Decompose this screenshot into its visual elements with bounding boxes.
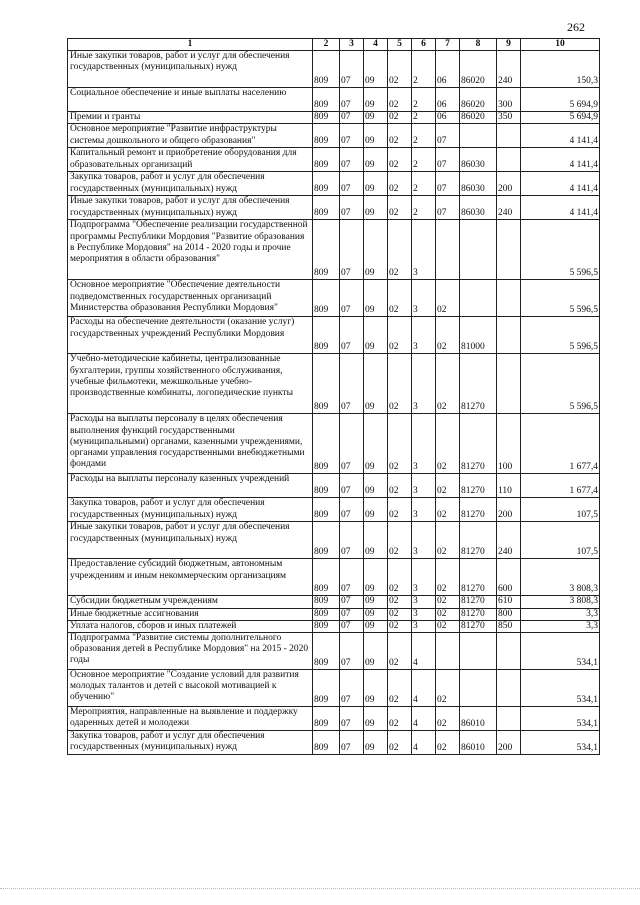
code-cell-c6: 3 [412, 220, 436, 280]
code-cell-c9: 200 [497, 731, 521, 755]
table-row [68, 670, 600, 707]
code-cell-c6: 3 [412, 608, 436, 620]
expense-name-cell: Премии и гранты [68, 112, 313, 124]
code-cell-c9 [497, 633, 521, 670]
table-row [68, 124, 600, 148]
expense-name-cell: Основное мероприятие "Создание условий для развития молодых талантов и детей с высокой мотивацией к обучению" [68, 670, 313, 707]
code-cell-c8: 81270 [460, 474, 497, 498]
code-cell-c4: 09 [364, 88, 388, 112]
code-cell-c6: 2 [412, 196, 436, 220]
amount-cell: 534,1 [521, 731, 600, 755]
code-cell-c5: 02 [388, 596, 412, 608]
code-cell-c5: 02 [388, 731, 412, 755]
code-cell-c9: 110 [497, 474, 521, 498]
code-cell-c3: 07 [340, 731, 364, 755]
code-cell-c2: 809 [313, 608, 340, 620]
table-row [68, 354, 600, 414]
code-cell-c8: 81000 [460, 317, 497, 354]
code-cell-c9: 600 [497, 559, 521, 596]
code-cell-c3: 07 [340, 596, 364, 608]
code-cell-c2: 809 [313, 88, 340, 112]
budget-table [67, 38, 600, 755]
code-cell-c9 [497, 317, 521, 354]
code-cell-c6: 3 [412, 317, 436, 354]
code-cell-c2: 809 [313, 354, 340, 414]
code-cell-c5: 02 [388, 172, 412, 196]
code-cell-c9 [497, 280, 521, 317]
code-cell-c9 [497, 220, 521, 280]
code-cell-c3: 07 [340, 280, 364, 317]
code-cell-c7: 02 [436, 707, 460, 731]
amount-cell: 150,3 [521, 51, 600, 88]
code-cell-c5: 02 [388, 51, 412, 88]
expense-name-cell: Закупка товаров, работ и услуг для обеспечения государственных (муниципальных) нужд [68, 731, 313, 755]
code-cell-c3: 07 [340, 51, 364, 88]
table-row [68, 522, 600, 559]
column-header: 1 [68, 39, 313, 51]
code-cell-c7 [436, 220, 460, 280]
code-cell-c9: 200 [497, 172, 521, 196]
expense-name-cell: Закупка товаров, работ и услуг для обеспечения государственных (муниципальных) нужд [68, 498, 313, 522]
code-cell-c9: 240 [497, 196, 521, 220]
code-cell-c7: 07 [436, 148, 460, 172]
code-cell-c8: 81270 [460, 354, 497, 414]
table-row [68, 414, 600, 474]
code-cell-c7: 06 [436, 112, 460, 124]
column-header: 6 [412, 39, 436, 51]
code-cell-c2: 809 [313, 280, 340, 317]
table-row [68, 731, 600, 755]
code-cell-c7: 06 [436, 88, 460, 112]
code-cell-c2: 809 [313, 522, 340, 559]
page-number: 262 [567, 20, 585, 34]
amount-cell: 4 141,4 [521, 172, 600, 196]
code-cell-c2: 809 [313, 51, 340, 88]
code-cell-c5: 02 [388, 88, 412, 112]
code-cell-c8 [460, 633, 497, 670]
code-cell-c3: 07 [340, 148, 364, 172]
expense-name-cell: Расходы на обеспечение деятельности (оказание услуг) государственных учреждений Республики Мордовия [68, 317, 313, 354]
code-cell-c9: 350 [497, 112, 521, 124]
code-cell-c9: 850 [497, 620, 521, 632]
column-header: 8 [460, 39, 497, 51]
amount-cell: 4 141,4 [521, 148, 600, 172]
code-cell-c5: 02 [388, 280, 412, 317]
code-cell-c6: 3 [412, 596, 436, 608]
code-cell-c4: 09 [364, 474, 388, 498]
code-cell-c9: 200 [497, 498, 521, 522]
code-cell-c8 [460, 124, 497, 148]
code-cell-c2: 809 [313, 633, 340, 670]
code-cell-c3: 07 [340, 354, 364, 414]
code-cell-c3: 07 [340, 172, 364, 196]
amount-cell: 3,3 [521, 620, 600, 632]
code-cell-c8: 86010 [460, 707, 497, 731]
code-cell-c7: 02 [436, 620, 460, 632]
code-cell-c8: 86020 [460, 51, 497, 88]
table-row [68, 112, 600, 124]
table-row [68, 196, 600, 220]
amount-cell: 3 808,3 [521, 559, 600, 596]
code-cell-c9: 240 [497, 522, 521, 559]
code-cell-c2: 809 [313, 172, 340, 196]
code-cell-c5: 02 [388, 414, 412, 474]
table-row [68, 620, 600, 632]
code-cell-c8 [460, 220, 497, 280]
code-cell-c4: 09 [364, 608, 388, 620]
code-cell-c6: 3 [412, 474, 436, 498]
code-cell-c4: 09 [364, 280, 388, 317]
code-cell-c6: 3 [412, 620, 436, 632]
code-cell-c8: 81270 [460, 414, 497, 474]
column-header: 9 [497, 39, 521, 51]
code-cell-c4: 09 [364, 354, 388, 414]
code-cell-c7: 02 [436, 498, 460, 522]
code-cell-c6: 4 [412, 731, 436, 755]
table-row [68, 559, 600, 596]
code-cell-c8 [460, 670, 497, 707]
code-cell-c6: 4 [412, 707, 436, 731]
code-cell-c6: 3 [412, 522, 436, 559]
code-cell-c4: 09 [364, 196, 388, 220]
expense-name-cell: Социальное обеспечение и иные выплаты населению [68, 88, 313, 112]
code-cell-c6: 3 [412, 559, 436, 596]
code-cell-c4: 09 [364, 522, 388, 559]
code-cell-c7: 02 [436, 608, 460, 620]
code-cell-c6: 2 [412, 51, 436, 88]
amount-cell: 5 694,9 [521, 88, 600, 112]
code-cell-c4: 09 [364, 633, 388, 670]
expense-name-cell: Предоставление субсидий бюджетным, автономным учреждениям и иным некоммерческим организациям [68, 559, 313, 596]
code-cell-c4: 09 [364, 414, 388, 474]
table-row [68, 88, 600, 112]
code-cell-c2: 809 [313, 112, 340, 124]
code-cell-c2: 809 [313, 317, 340, 354]
code-cell-c6: 3 [412, 354, 436, 414]
code-cell-c9: 800 [497, 608, 521, 620]
code-cell-c3: 07 [340, 559, 364, 596]
code-cell-c3: 07 [340, 88, 364, 112]
code-cell-c9 [497, 670, 521, 707]
code-cell-c5: 02 [388, 522, 412, 559]
code-cell-c2: 809 [313, 474, 340, 498]
expense-name-cell: Подпрограмма "Развитие системы дополнительного образования детей в Республике Мордовия" на 2015 - 2020 годы [68, 633, 313, 670]
code-cell-c8: 81270 [460, 559, 497, 596]
header-row [68, 39, 600, 51]
code-cell-c4: 09 [364, 670, 388, 707]
code-cell-c5: 02 [388, 112, 412, 124]
expense-name-cell: Основное мероприятие "Развитие инфраструктуры системы дошкольного и общего образования" [68, 124, 313, 148]
expense-name-cell: Субсидии бюджетным учреждениям [68, 596, 313, 608]
amount-cell: 1 677,4 [521, 414, 600, 474]
table-row [68, 633, 600, 670]
amount-cell: 5 694,9 [521, 112, 600, 124]
code-cell-c7: 02 [436, 317, 460, 354]
code-cell-c4: 09 [364, 51, 388, 88]
code-cell-c7: 07 [436, 196, 460, 220]
code-cell-c3: 07 [340, 317, 364, 354]
code-cell-c7 [436, 633, 460, 670]
expense-name-cell: Подпрограмма "Обеспечение реализации государственной программы Республики Мордовия "Развитие образования в Республике Мордовия" на 2014 - 2020 годы и прочие мероприятия в области образования" [68, 220, 313, 280]
code-cell-c4: 09 [364, 498, 388, 522]
code-cell-c8: 81270 [460, 522, 497, 559]
table-row [68, 498, 600, 522]
amount-cell: 3,3 [521, 608, 600, 620]
code-cell-c7: 02 [436, 596, 460, 608]
code-cell-c8: 86030 [460, 148, 497, 172]
code-cell-c9 [497, 148, 521, 172]
code-cell-c2: 809 [313, 670, 340, 707]
code-cell-c7: 02 [436, 559, 460, 596]
code-cell-c9 [497, 124, 521, 148]
code-cell-c7: 02 [436, 280, 460, 317]
code-cell-c3: 07 [340, 620, 364, 632]
amount-cell: 5 596,5 [521, 220, 600, 280]
expense-name-cell: Иные бюджетные ассигнования [68, 608, 313, 620]
expense-name-cell: Закупка товаров, работ и услуг для обеспечения государственных (муниципальных) нужд [68, 172, 313, 196]
code-cell-c9 [497, 354, 521, 414]
code-cell-c6: 3 [412, 498, 436, 522]
expense-name-cell: Расходы на выплаты персоналу в целях обеспечения выполнения функций государственными (муниципальными) органами, казенными учреждениями, органами управления государственными внебюджетными фондами [68, 414, 313, 474]
code-cell-c4: 09 [364, 220, 388, 280]
code-cell-c7: 07 [436, 172, 460, 196]
code-cell-c6: 4 [412, 670, 436, 707]
amount-cell: 5 596,5 [521, 280, 600, 317]
code-cell-c8: 86030 [460, 196, 497, 220]
code-cell-c9: 610 [497, 596, 521, 608]
code-cell-c4: 09 [364, 172, 388, 196]
code-cell-c3: 07 [340, 608, 364, 620]
column-header: 7 [436, 39, 460, 51]
code-cell-c9 [497, 707, 521, 731]
code-cell-c7: 02 [436, 354, 460, 414]
table-row [68, 317, 600, 354]
code-cell-c3: 07 [340, 112, 364, 124]
column-header: 4 [364, 39, 388, 51]
amount-cell: 5 596,5 [521, 317, 600, 354]
code-cell-c7: 02 [436, 670, 460, 707]
code-cell-c5: 02 [388, 124, 412, 148]
expense-name-cell: Иные закупки товаров, работ и услуг для обеспечения государственных (муниципальных) нужд [68, 522, 313, 559]
table-row [68, 474, 600, 498]
code-cell-c2: 809 [313, 196, 340, 220]
amount-cell: 534,1 [521, 707, 600, 731]
code-cell-c2: 809 [313, 559, 340, 596]
code-cell-c6: 4 [412, 633, 436, 670]
code-cell-c2: 809 [313, 596, 340, 608]
expense-name-cell: Мероприятия, направленные на выявление и поддержку одаренных детей и молодежи [68, 707, 313, 731]
code-cell-c4: 09 [364, 148, 388, 172]
code-cell-c6: 2 [412, 148, 436, 172]
code-cell-c5: 02 [388, 220, 412, 280]
code-cell-c2: 809 [313, 731, 340, 755]
expense-name-cell: Учебно-методические кабинеты, централизованные бухгалтерии, группы хозяйственного обслуживания, учебные фильмотеки, межшкольные учебно-производственные комбинаты, логопедические пункты [68, 354, 313, 414]
code-cell-c3: 07 [340, 707, 364, 731]
code-cell-c9: 300 [497, 88, 521, 112]
code-cell-c8: 86010 [460, 731, 497, 755]
code-cell-c6: 2 [412, 124, 436, 148]
code-cell-c8 [460, 280, 497, 317]
code-cell-c4: 09 [364, 596, 388, 608]
expense-name-cell: Иные закупки товаров, работ и услуг для обеспечения государственных (муниципальных) нужд [68, 51, 313, 88]
code-cell-c8: 86020 [460, 88, 497, 112]
column-header: 5 [388, 39, 412, 51]
code-cell-c2: 809 [313, 498, 340, 522]
code-cell-c7: 02 [436, 731, 460, 755]
code-cell-c5: 02 [388, 354, 412, 414]
code-cell-c5: 02 [388, 196, 412, 220]
code-cell-c8: 86030 [460, 172, 497, 196]
code-cell-c7: 07 [436, 124, 460, 148]
code-cell-c2: 809 [313, 707, 340, 731]
code-cell-c2: 809 [313, 620, 340, 632]
scan-noise-line [0, 888, 640, 891]
code-cell-c2: 809 [313, 220, 340, 280]
expense-name-cell: Капитальный ремонт и приобретение оборудования для образовательных организаций [68, 148, 313, 172]
amount-cell: 3 808,3 [521, 596, 600, 608]
code-cell-c3: 07 [340, 124, 364, 148]
code-cell-c5: 02 [388, 707, 412, 731]
code-cell-c3: 07 [340, 522, 364, 559]
code-cell-c6: 3 [412, 414, 436, 474]
code-cell-c4: 09 [364, 317, 388, 354]
code-cell-c4: 09 [364, 731, 388, 755]
code-cell-c8: 81270 [460, 596, 497, 608]
code-cell-c3: 07 [340, 498, 364, 522]
table-row [68, 596, 600, 608]
amount-cell: 4 141,4 [521, 124, 600, 148]
code-cell-c6: 2 [412, 112, 436, 124]
code-cell-c8: 81270 [460, 498, 497, 522]
code-cell-c7: 02 [436, 474, 460, 498]
code-cell-c8: 86020 [460, 112, 497, 124]
code-cell-c5: 02 [388, 474, 412, 498]
table-row [68, 707, 600, 731]
code-cell-c6: 3 [412, 280, 436, 317]
amount-cell: 107,5 [521, 498, 600, 522]
code-cell-c5: 02 [388, 620, 412, 632]
table-row [68, 51, 600, 88]
code-cell-c5: 02 [388, 633, 412, 670]
code-cell-c3: 07 [340, 220, 364, 280]
table-row [68, 148, 600, 172]
code-cell-c6: 2 [412, 172, 436, 196]
table-row [68, 608, 600, 620]
code-cell-c6: 2 [412, 88, 436, 112]
amount-cell: 4 141,4 [521, 196, 600, 220]
amount-cell: 1 677,4 [521, 474, 600, 498]
code-cell-c4: 09 [364, 620, 388, 632]
amount-cell: 107,5 [521, 522, 600, 559]
code-cell-c5: 02 [388, 608, 412, 620]
code-cell-c7: 02 [436, 522, 460, 559]
expense-name-cell: Иные закупки товаров, работ и услуг для обеспечения государственных (муниципальных) нужд [68, 196, 313, 220]
code-cell-c3: 07 [340, 474, 364, 498]
code-cell-c3: 07 [340, 196, 364, 220]
code-cell-c7: 02 [436, 414, 460, 474]
code-cell-c3: 07 [340, 633, 364, 670]
code-cell-c8: 81270 [460, 608, 497, 620]
code-cell-c2: 809 [313, 414, 340, 474]
code-cell-c3: 07 [340, 670, 364, 707]
code-cell-c5: 02 [388, 559, 412, 596]
column-header: 2 [313, 39, 340, 51]
table-row [68, 280, 600, 317]
code-cell-c4: 09 [364, 112, 388, 124]
expense-name-cell: Расходы на выплаты персоналу казенных учреждений [68, 474, 313, 498]
code-cell-c2: 809 [313, 148, 340, 172]
table-row [68, 172, 600, 196]
amount-cell: 534,1 [521, 670, 600, 707]
expense-name-cell: Уплата налогов, сборов и иных платежей [68, 620, 313, 632]
code-cell-c2: 809 [313, 124, 340, 148]
code-cell-c8: 81270 [460, 620, 497, 632]
code-cell-c4: 09 [364, 124, 388, 148]
code-cell-c5: 02 [388, 317, 412, 354]
column-header: 10 [521, 39, 600, 51]
code-cell-c5: 02 [388, 670, 412, 707]
code-cell-c4: 09 [364, 559, 388, 596]
code-cell-c5: 02 [388, 148, 412, 172]
amount-cell: 5 596,5 [521, 354, 600, 414]
amount-cell: 534,1 [521, 633, 600, 670]
code-cell-c9: 100 [497, 414, 521, 474]
code-cell-c3: 07 [340, 414, 364, 474]
code-cell-c4: 09 [364, 707, 388, 731]
column-header: 3 [340, 39, 364, 51]
expense-name-cell: Основное мероприятие "Обеспечение деятельности подведомственных государственных организаций Министерства образования Республики Мордовия" [68, 280, 313, 317]
code-cell-c9: 240 [497, 51, 521, 88]
code-cell-c5: 02 [388, 498, 412, 522]
table-row [68, 220, 600, 280]
code-cell-c7: 06 [436, 51, 460, 88]
